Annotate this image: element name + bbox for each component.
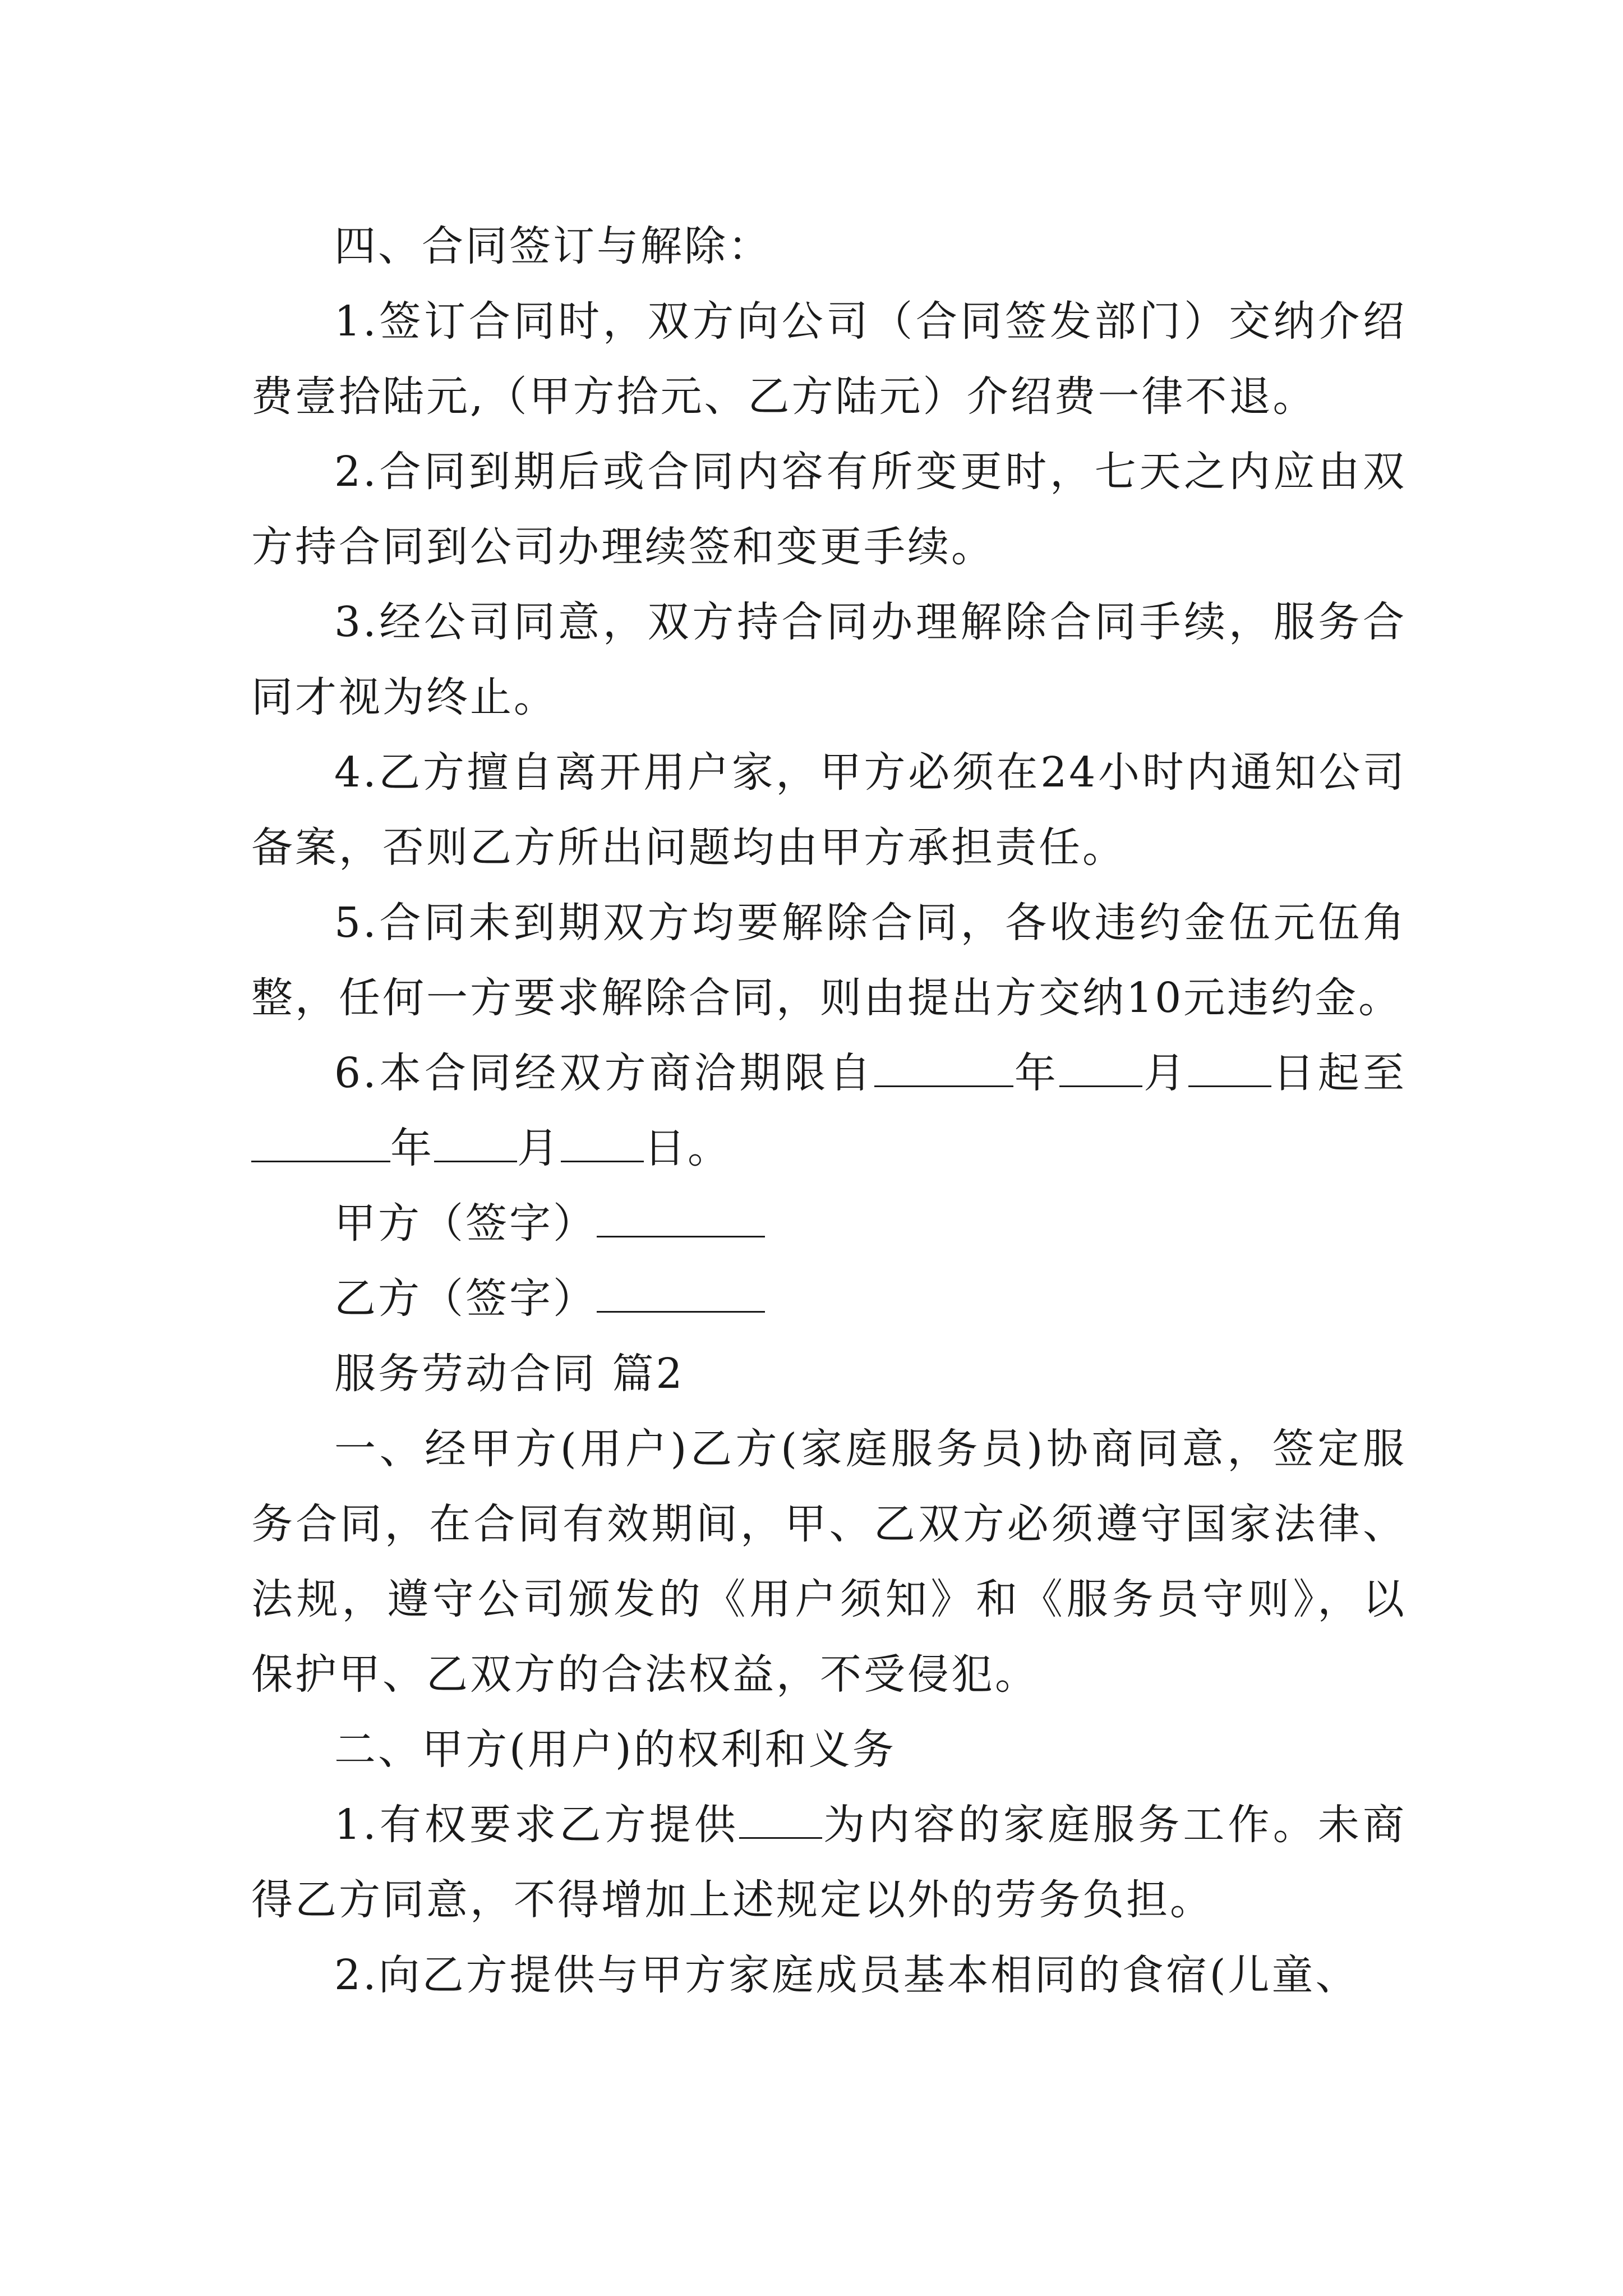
clause-6-term	[251, 1036, 1407, 1186]
clause-5: 5.合同未到期双方均要解除合同，各收违约金伍元伍角整，任何一方要求解除合同，则由提出方交纳10元违约金。	[251, 899, 1407, 1022]
section-2-title: 服务劳动合同 篇2	[334, 1350, 685, 1398]
term-end-day-label: 日。	[644, 1124, 731, 1172]
duty-1-suffix: 为内容的家庭服务工作。未商得乙方同意，不得增加上述规定以外的劳务负担。	[251, 1801, 1407, 1924]
party-a-duty-1	[251, 1787, 1407, 1938]
clause-3: 3.经公司同意，双方持合同办理解除合同手续，服务合同才视为终止。	[251, 598, 1407, 721]
start-month-blank	[1059, 1046, 1142, 1087]
start-year-blank	[874, 1046, 1013, 1087]
party-a-rights-heading: 二、甲方(用户)的权利和义务	[334, 1726, 896, 1774]
term-end-month-label: 月	[517, 1124, 561, 1172]
clause-2: 2.合同到期后或合同内容有所变更时，七天之内应由双方持合同到公司办理续签和变更手续。	[251, 448, 1407, 571]
document-body	[251, 209, 1407, 2013]
start-day-blank	[1188, 1046, 1271, 1087]
clause-1: 1.签订合同时，双方向公司（合同签发部门）交纳介绍费壹拾陆元,（甲方拾元、乙方陆元）介绍费一律不退。	[251, 297, 1407, 421]
term-day-label: 日起至	[1271, 1049, 1407, 1097]
end-year-blank	[251, 1121, 390, 1162]
party-a-label: 甲方（签字）	[334, 1199, 597, 1248]
agreement-paragraph: 一、经甲方(用户)乙方(家庭服务员)协商同意，签定服务合同，在合同有效期间，甲、乙双方必须遵守国家法律、法规，遵守公司颁发的《用户须知》和《服务员守则》，以保护甲、乙双方的合法权益，不受侵犯。	[251, 1425, 1407, 1699]
party-b-label: 乙方（签字）	[334, 1274, 597, 1323]
end-month-blank	[434, 1121, 517, 1162]
duty-1-prefix: 1.有权要求乙方提供	[334, 1801, 739, 1849]
clause-4: 4.乙方擅自离开用户家，甲方必须在24小时内通知公司备案，否则乙方所出问题均由甲方承担责任。	[251, 748, 1407, 872]
term-month-label: 月	[1142, 1049, 1189, 1097]
party-a-signature-line	[251, 1186, 1407, 1261]
term-year-label: 年	[1013, 1049, 1060, 1097]
section-heading-signing: 四、合同签订与解除：	[334, 222, 772, 270]
term-prefix: 6.本合同经双方商洽期限自	[334, 1049, 874, 1097]
service-content-blank	[739, 1798, 822, 1839]
party-b-signature-blank	[597, 1272, 765, 1313]
end-day-blank	[561, 1121, 644, 1162]
party-b-signature-line	[251, 1261, 1407, 1336]
party-a-signature-blank	[597, 1197, 765, 1237]
party-a-duty-2: 2.向乙方提供与甲方家庭成员基本相同的食宿(儿童、	[334, 1951, 1359, 1999]
term-end-year-label: 年	[390, 1124, 434, 1172]
